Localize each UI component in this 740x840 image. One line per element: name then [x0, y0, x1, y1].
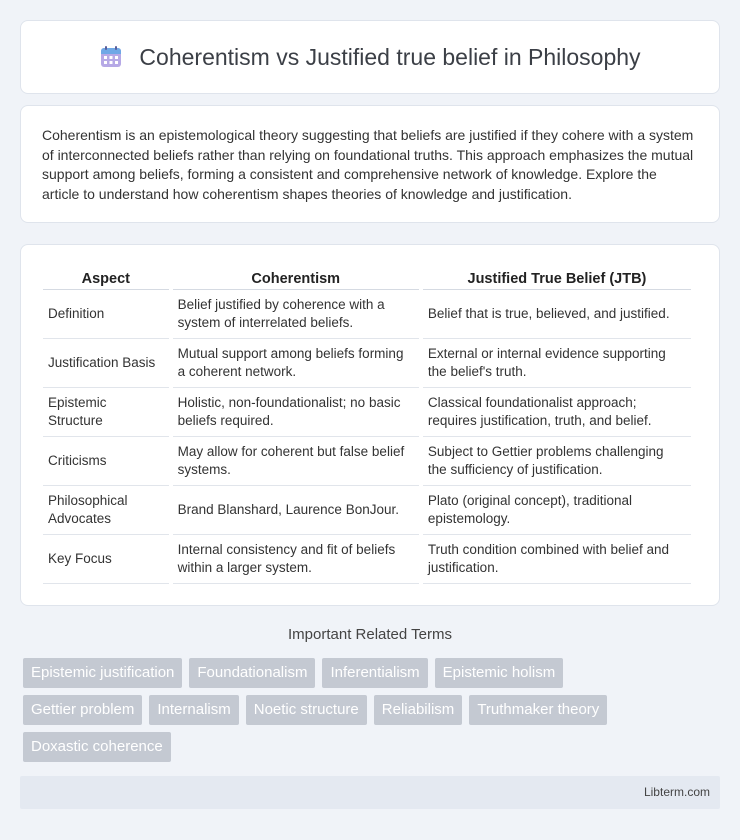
- related-terms-title: Important Related Terms: [288, 626, 452, 643]
- footer-site-link[interactable]: Libterm.com: [643, 785, 710, 799]
- row-jtb: Plato (original concept), traditional epistemology.: [423, 486, 691, 535]
- row-aspect: Epistemic Structure: [43, 388, 169, 437]
- footer: [20, 776, 720, 809]
- tag-noetic-structure[interactable]: Noetic structure: [246, 695, 367, 725]
- calendar-icon: [99, 45, 123, 69]
- comparison-card: [20, 244, 720, 606]
- table-row: [43, 486, 691, 535]
- row-jtb: Subject to Gettier problems challenging the sufficiency of justification.: [423, 437, 691, 486]
- row-coherentism: May allow for coherent but false belief systems.: [173, 437, 419, 486]
- page-title: Coherentism vs Justified true belief in Philosophy: [139, 43, 641, 70]
- tag-internalism[interactable]: Internalism: [149, 695, 238, 725]
- header-card: [20, 20, 720, 94]
- row-aspect: Criticisms: [43, 437, 169, 486]
- table-row: [43, 437, 691, 486]
- tag-inferentialism[interactable]: Inferentialism: [322, 658, 427, 688]
- row-coherentism: Mutual support among beliefs forming a coherent network.: [173, 339, 419, 388]
- column-header-aspect: Aspect: [43, 267, 169, 290]
- tag-foundationalism[interactable]: Foundationalism: [189, 658, 315, 688]
- tag-gettier-problem[interactable]: Gettier problem: [23, 695, 142, 725]
- row-aspect: Definition: [43, 290, 169, 339]
- tag-doxastic-coherence[interactable]: Doxastic coherence: [23, 732, 171, 762]
- column-header-coherentism: Coherentism: [173, 267, 419, 290]
- tag-reliabilism[interactable]: Reliabilism: [374, 695, 463, 725]
- column-header-jtb: Justified True Belief (JTB): [423, 267, 691, 290]
- row-jtb: Classical foundationalist approach; requires justification, truth, and belief.: [423, 388, 691, 437]
- comparison-table: [39, 267, 695, 584]
- intro-card: [20, 105, 720, 223]
- row-aspect: Key Focus: [43, 535, 169, 584]
- tag-epistemic-justification[interactable]: Epistemic justification: [23, 658, 182, 688]
- row-jtb: Belief that is true, believed, and justified.: [423, 290, 691, 339]
- row-coherentism: Internal consistency and fit of beliefs within a larger system.: [173, 535, 419, 584]
- related-terms-list: [23, 658, 683, 762]
- table-row: [43, 290, 691, 339]
- row-coherentism: Brand Blanshard, Laurence BonJour.: [173, 486, 419, 535]
- tag-epistemic-holism[interactable]: Epistemic holism: [435, 658, 564, 688]
- table-row: [43, 535, 691, 584]
- table-row: [43, 388, 691, 437]
- table-row: [43, 339, 691, 388]
- row-aspect: Philosophical Advocates: [43, 486, 169, 535]
- table-header-row: [43, 267, 691, 290]
- row-jtb: External or internal evidence supporting the belief's truth.: [423, 339, 691, 388]
- intro-paragraph: Coherentism is an epistemological theory suggesting that beliefs are justified if they cohere with a system of interconnected beliefs rather than relying on foundational truths. This approach emphasizes the mutual support among beliefs, forming a consistent and comprehensive network of knowledge. Explore the article to understand how coherentism shapes theories of knowledge and justification.: [42, 127, 694, 202]
- row-coherentism: Belief justified by coherence with a system of interrelated beliefs.: [173, 290, 419, 339]
- tag-truthmaker-theory[interactable]: Truthmaker theory: [469, 695, 607, 725]
- row-coherentism: Holistic, non-foundationalist; no basic beliefs required.: [173, 388, 419, 437]
- row-aspect: Justification Basis: [43, 339, 169, 388]
- row-jtb: Truth condition combined with belief and justification.: [423, 535, 691, 584]
